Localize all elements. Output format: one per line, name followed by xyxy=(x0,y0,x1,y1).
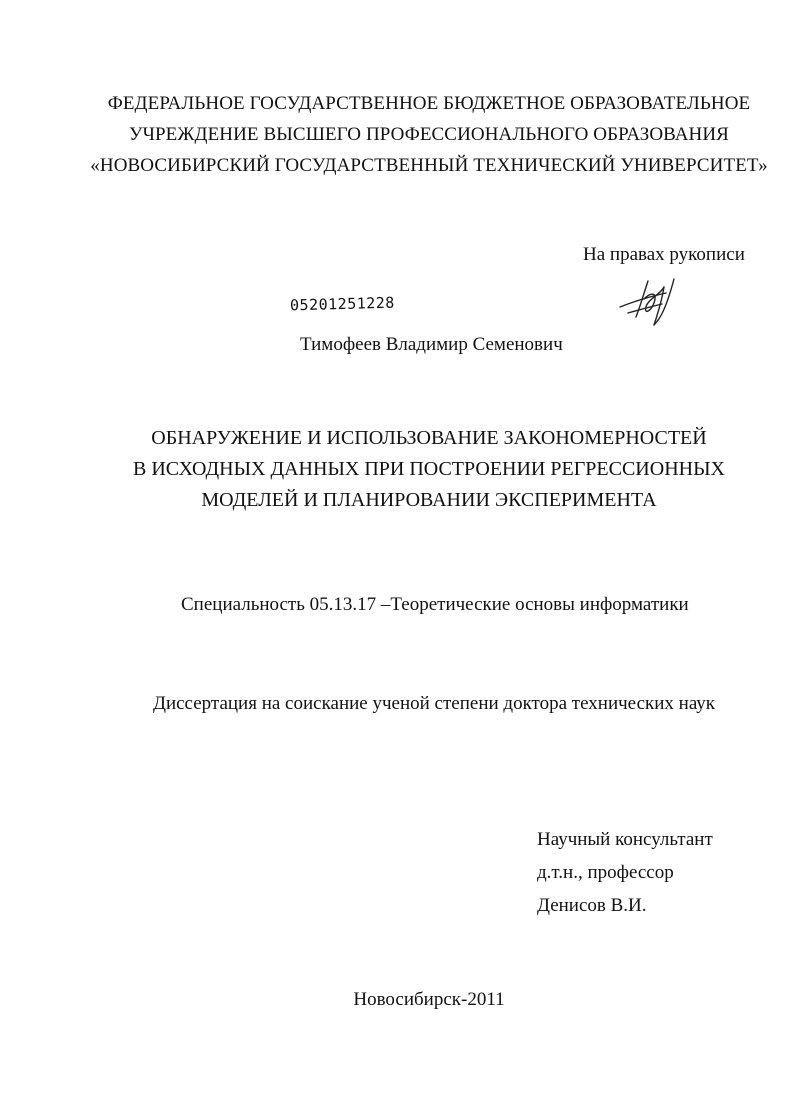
city-year: Новосибирск-2011 xyxy=(353,989,505,1010)
header-line-3: «НОВОСИБИРСКИЙ ГОСУДАРСТВЕННЫЙ ТЕХНИЧЕСКИЙ УНИВЕРСИТЕТ» xyxy=(90,155,768,176)
library-number: 05201251228 xyxy=(289,293,396,315)
header-line-1: ФЕДЕРАЛЬНОЕ ГОСУДАРСТВЕННОЕ БЮДЖЕТНОЕ ОБРАЗОВАТЕЛЬНОЕ xyxy=(107,93,751,114)
title-line-3: МОДЕЛЕЙ И ПЛАНИРОВАНИИ ЭКСПЕРИМЕНТА xyxy=(201,489,657,511)
degree-line: Диссертация на соискание ученой степени доктора технических наук xyxy=(153,693,716,714)
header-line-2: УЧРЕЖДЕНИЕ ВЫСШЕГО ПРОФЕССИОНАЛЬНОГО ОБРАЗОВАНИЯ xyxy=(129,124,729,145)
scientific-consultant xyxy=(537,823,713,922)
consultant-role: Научный консультант xyxy=(537,829,713,850)
handwritten-signature xyxy=(614,273,684,329)
title-line-2: В ИСХОДНЫХ ДАННЫХ ПРИ ПОСТРОЕНИИ РЕГРЕССИОННЫХ xyxy=(133,458,725,480)
rights-note: На правах рукописи xyxy=(583,244,745,265)
consultant-name: Денисов В.И. xyxy=(537,895,647,916)
specialty-line: Специальность 05.13.17 –Теоретические основы информатики xyxy=(181,594,689,615)
author-name: Тимофеев Владимир Семенович xyxy=(300,334,563,355)
institution-header xyxy=(0,88,796,181)
title-line-1: ОБНАРУЖЕНИЕ И ИСПОЛЬЗОВАНИЕ ЗАКОНОМЕРНОСТЕЙ xyxy=(151,427,707,449)
consultant-title: д.т.н., профессор xyxy=(537,862,674,883)
dissertation-title xyxy=(0,423,796,516)
